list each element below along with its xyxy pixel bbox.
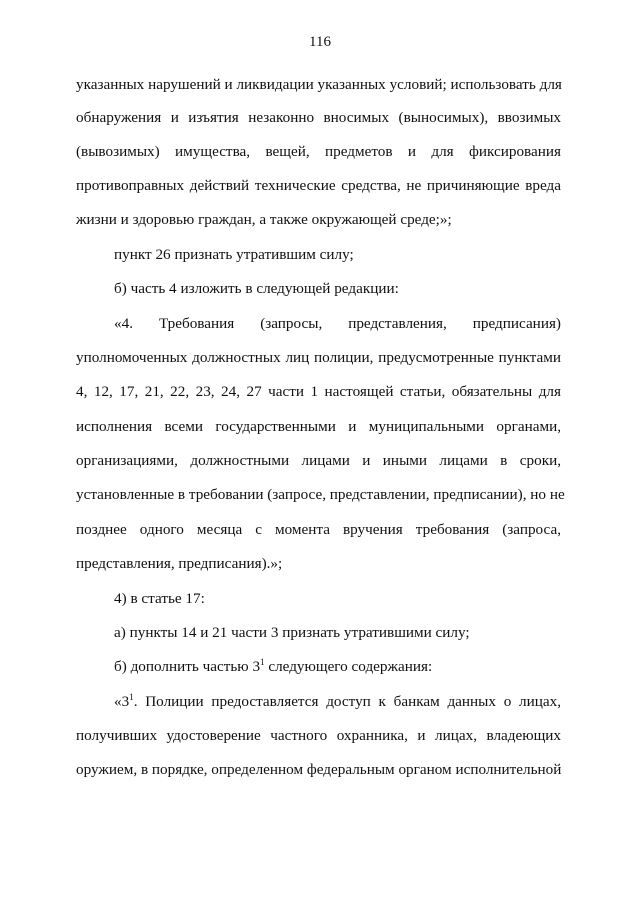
superscript: 1 (129, 692, 134, 702)
text-line: указанных нарушений и ликвидации указанных условий; использовать для (76, 76, 562, 93)
text-line: организациями, должностными лицами и иными лицами в сроки, (76, 452, 561, 469)
text-line (114, 657, 561, 677)
superscript: 1 (260, 657, 265, 667)
text-line: «4. Требования (запросы, представления, предписания) (114, 315, 561, 332)
text-line (114, 692, 561, 712)
text-line: обнаружения и изъятия незаконно вносимых (выносимых), ввозимых (76, 109, 561, 126)
text-line: получивших удостоверение частного охранника, и лицах, владеющих (76, 727, 561, 744)
text-line: а) пункты 14 и 21 части 3 признать утратившими силу; (114, 624, 470, 641)
text-fragment: б) дополнить частью 3 (114, 658, 261, 675)
text-fragment: следующего содержания: (264, 658, 433, 675)
text-line: жизни и здоровью граждан, а также окружающей среде;»; (76, 211, 452, 228)
text-line: оружием, в порядке, определенном федеральным органом исполнительной (76, 761, 562, 778)
text-line: уполномоченных должностных лиц полиции, предусмотренные пунктами (76, 349, 561, 366)
text-line: 4, 12, 17, 21, 22, 23, 24, 27 части 1 настоящей статьи, обязательны для (76, 383, 561, 400)
text-line: позднее одного месяца с момента вручения требования (запроса, (76, 521, 561, 538)
text-fragment: . Полиции предоставляется доступ к банкам данных о лицах, (133, 693, 561, 710)
text-line: б) часть 4 изложить в следующей редакции: (114, 280, 399, 297)
page-number: 116 (309, 34, 331, 50)
text-line: пункт 26 признать утратившим силу; (114, 246, 354, 263)
text-line: 4) в статье 17: (114, 590, 205, 607)
text-fragment: «3 (114, 693, 130, 710)
text-line: (вывозимых) имущества, вещей, предметов и для фиксирования (76, 143, 561, 160)
text-line: исполнения всеми государственными и муниципальными органами, (76, 418, 561, 435)
text-line: установленные в требовании (запросе, представлении, предписании), но не (76, 486, 565, 503)
text-line: противоправных действий технические средства, не причиняющие вреда (76, 177, 561, 194)
text-line: представления, предписания).»; (76, 555, 283, 572)
